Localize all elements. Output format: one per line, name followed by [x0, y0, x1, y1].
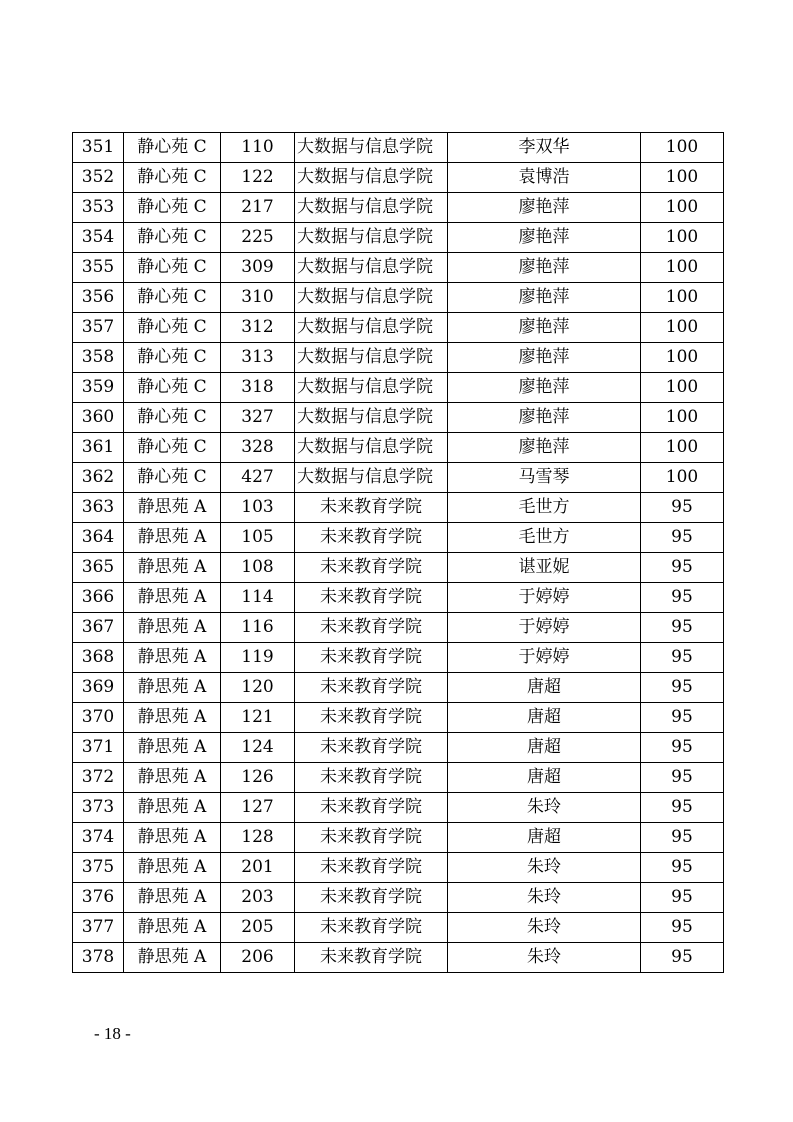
cell-serial-number: 362	[73, 463, 124, 493]
cell-counselor-name: 廖艳萍	[448, 223, 641, 253]
cell-counselor-name: 唐超	[448, 763, 641, 793]
cell-department: 大数据与信息学院	[295, 463, 448, 493]
cell-department: 大数据与信息学院	[295, 163, 448, 193]
cell-serial-number: 365	[73, 553, 124, 583]
cell-score: 95	[641, 853, 724, 883]
cell-building: 静心苑 C	[124, 283, 221, 313]
cell-counselor-name: 廖艳萍	[448, 343, 641, 373]
table-row	[73, 733, 724, 763]
cell-building: 静思苑 A	[124, 613, 221, 643]
cell-department: 未来教育学院	[295, 853, 448, 883]
cell-department: 未来教育学院	[295, 583, 448, 613]
cell-serial-number: 359	[73, 373, 124, 403]
cell-score: 100	[641, 313, 724, 343]
cell-serial-number: 374	[73, 823, 124, 853]
cell-score: 95	[641, 553, 724, 583]
cell-counselor-name: 于婷婷	[448, 583, 641, 613]
cell-room-number: 128	[221, 823, 295, 853]
cell-room-number: 327	[221, 403, 295, 433]
table-row	[73, 823, 724, 853]
cell-building: 静思苑 A	[124, 583, 221, 613]
cell-room-number: 318	[221, 373, 295, 403]
cell-building: 静思苑 A	[124, 493, 221, 523]
table-row	[73, 343, 724, 373]
table-row	[73, 253, 724, 283]
cell-counselor-name: 朱玲	[448, 793, 641, 823]
cell-building: 静思苑 A	[124, 643, 221, 673]
cell-serial-number: 360	[73, 403, 124, 433]
cell-serial-number: 370	[73, 703, 124, 733]
cell-room-number: 427	[221, 463, 295, 493]
cell-counselor-name: 朱玲	[448, 913, 641, 943]
table-row	[73, 793, 724, 823]
cell-counselor-name: 唐超	[448, 673, 641, 703]
cell-department: 未来教育学院	[295, 883, 448, 913]
cell-department: 未来教育学院	[295, 733, 448, 763]
cell-score: 100	[641, 403, 724, 433]
table-row	[73, 763, 724, 793]
cell-department: 未来教育学院	[295, 913, 448, 943]
cell-score: 95	[641, 643, 724, 673]
cell-serial-number: 354	[73, 223, 124, 253]
cell-department: 大数据与信息学院	[295, 223, 448, 253]
table-row	[73, 463, 724, 493]
cell-score: 95	[641, 673, 724, 703]
cell-department: 大数据与信息学院	[295, 433, 448, 463]
cell-building: 静心苑 C	[124, 313, 221, 343]
cell-department: 未来教育学院	[295, 673, 448, 703]
cell-score: 100	[641, 433, 724, 463]
cell-serial-number: 363	[73, 493, 124, 523]
cell-score: 95	[641, 583, 724, 613]
cell-serial-number: 355	[73, 253, 124, 283]
cell-score: 100	[641, 193, 724, 223]
cell-score: 95	[641, 883, 724, 913]
cell-building: 静思苑 A	[124, 553, 221, 583]
cell-department: 未来教育学院	[295, 493, 448, 523]
cell-room-number: 328	[221, 433, 295, 463]
cell-counselor-name: 朱玲	[448, 943, 641, 973]
cell-department: 大数据与信息学院	[295, 313, 448, 343]
cell-building: 静思苑 A	[124, 763, 221, 793]
table-row	[73, 193, 724, 223]
cell-score: 100	[641, 463, 724, 493]
cell-score: 100	[641, 163, 724, 193]
cell-room-number: 225	[221, 223, 295, 253]
cell-room-number: 203	[221, 883, 295, 913]
cell-department: 大数据与信息学院	[295, 403, 448, 433]
cell-building: 静思苑 A	[124, 523, 221, 553]
cell-score: 95	[641, 733, 724, 763]
cell-room-number: 205	[221, 913, 295, 943]
cell-serial-number: 373	[73, 793, 124, 823]
cell-serial-number: 364	[73, 523, 124, 553]
table-row	[73, 373, 724, 403]
table-row	[73, 283, 724, 313]
cell-building: 静心苑 C	[124, 223, 221, 253]
cell-building: 静思苑 A	[124, 943, 221, 973]
cell-building: 静心苑 C	[124, 343, 221, 373]
cell-department: 未来教育学院	[295, 703, 448, 733]
cell-department: 大数据与信息学院	[295, 253, 448, 283]
cell-serial-number: 372	[73, 763, 124, 793]
table-row	[73, 403, 724, 433]
cell-counselor-name: 廖艳萍	[448, 313, 641, 343]
cell-room-number: 116	[221, 613, 295, 643]
cell-building: 静思苑 A	[124, 793, 221, 823]
cell-counselor-name: 朱玲	[448, 853, 641, 883]
cell-room-number: 310	[221, 283, 295, 313]
cell-department: 大数据与信息学院	[295, 373, 448, 403]
cell-serial-number: 358	[73, 343, 124, 373]
cell-serial-number: 356	[73, 283, 124, 313]
cell-room-number: 206	[221, 943, 295, 973]
cell-counselor-name: 唐超	[448, 703, 641, 733]
table-row	[73, 553, 724, 583]
cell-room-number: 110	[221, 133, 295, 163]
cell-serial-number: 369	[73, 673, 124, 703]
cell-counselor-name: 廖艳萍	[448, 253, 641, 283]
cell-counselor-name: 廖艳萍	[448, 283, 641, 313]
cell-room-number: 124	[221, 733, 295, 763]
cell-serial-number: 375	[73, 853, 124, 883]
cell-building: 静心苑 C	[124, 403, 221, 433]
cell-room-number: 120	[221, 673, 295, 703]
cell-department: 未来教育学院	[295, 643, 448, 673]
table-row	[73, 883, 724, 913]
cell-serial-number: 357	[73, 313, 124, 343]
cell-room-number: 312	[221, 313, 295, 343]
dormitory-score-table	[72, 132, 724, 973]
cell-serial-number: 366	[73, 583, 124, 613]
cell-building: 静思苑 A	[124, 673, 221, 703]
cell-score: 95	[641, 913, 724, 943]
cell-serial-number: 353	[73, 193, 124, 223]
cell-score: 95	[641, 763, 724, 793]
table-row	[73, 613, 724, 643]
cell-building: 静思苑 A	[124, 883, 221, 913]
cell-building: 静心苑 C	[124, 253, 221, 283]
cell-serial-number: 377	[73, 913, 124, 943]
table-row	[73, 583, 724, 613]
cell-score: 100	[641, 343, 724, 373]
cell-department: 大数据与信息学院	[295, 133, 448, 163]
cell-room-number: 122	[221, 163, 295, 193]
table-row	[73, 433, 724, 463]
table-row	[73, 223, 724, 253]
cell-room-number: 103	[221, 493, 295, 523]
cell-score: 95	[641, 613, 724, 643]
cell-serial-number: 361	[73, 433, 124, 463]
table-row	[73, 163, 724, 193]
table-row	[73, 313, 724, 343]
table-body	[73, 133, 724, 973]
cell-serial-number: 368	[73, 643, 124, 673]
cell-counselor-name: 廖艳萍	[448, 433, 641, 463]
cell-score: 95	[641, 493, 724, 523]
cell-department: 未来教育学院	[295, 943, 448, 973]
table-row	[73, 853, 724, 883]
cell-counselor-name: 马雪琴	[448, 463, 641, 493]
cell-serial-number: 367	[73, 613, 124, 643]
cell-serial-number: 351	[73, 133, 124, 163]
cell-counselor-name: 毛世方	[448, 523, 641, 553]
cell-score: 100	[641, 133, 724, 163]
cell-building: 静心苑 C	[124, 433, 221, 463]
table-row	[73, 493, 724, 523]
cell-score: 95	[641, 823, 724, 853]
cell-building: 静心苑 C	[124, 193, 221, 223]
cell-serial-number: 378	[73, 943, 124, 973]
cell-score: 100	[641, 373, 724, 403]
table-row	[73, 673, 724, 703]
cell-counselor-name: 唐超	[448, 823, 641, 853]
cell-room-number: 313	[221, 343, 295, 373]
cell-department: 未来教育学院	[295, 793, 448, 823]
cell-counselor-name: 于婷婷	[448, 613, 641, 643]
cell-department: 未来教育学院	[295, 763, 448, 793]
cell-score: 95	[641, 943, 724, 973]
cell-room-number: 119	[221, 643, 295, 673]
cell-building: 静思苑 A	[124, 733, 221, 763]
page-number: - 18 -	[94, 1024, 131, 1043]
cell-building: 静思苑 A	[124, 703, 221, 733]
cell-counselor-name: 廖艳萍	[448, 373, 641, 403]
cell-counselor-name: 于婷婷	[448, 643, 641, 673]
cell-room-number: 114	[221, 583, 295, 613]
cell-department: 未来教育学院	[295, 523, 448, 553]
cell-serial-number: 376	[73, 883, 124, 913]
cell-serial-number: 371	[73, 733, 124, 763]
table-row	[73, 943, 724, 973]
cell-score: 95	[641, 523, 724, 553]
cell-serial-number: 352	[73, 163, 124, 193]
cell-room-number: 217	[221, 193, 295, 223]
cell-counselor-name: 毛世方	[448, 493, 641, 523]
cell-building: 静心苑 C	[124, 463, 221, 493]
table-row	[73, 703, 724, 733]
cell-department: 大数据与信息学院	[295, 343, 448, 373]
table-row	[73, 643, 724, 673]
cell-room-number: 121	[221, 703, 295, 733]
cell-room-number: 105	[221, 523, 295, 553]
cell-score: 95	[641, 703, 724, 733]
cell-building: 静心苑 C	[124, 163, 221, 193]
cell-room-number: 201	[221, 853, 295, 883]
cell-score: 100	[641, 283, 724, 313]
cell-department: 未来教育学院	[295, 613, 448, 643]
table-row	[73, 523, 724, 553]
cell-room-number: 126	[221, 763, 295, 793]
cell-department: 未来教育学院	[295, 553, 448, 583]
cell-counselor-name: 李双华	[448, 133, 641, 163]
table-row	[73, 913, 724, 943]
cell-room-number: 309	[221, 253, 295, 283]
cell-department: 大数据与信息学院	[295, 193, 448, 223]
cell-building: 静思苑 A	[124, 823, 221, 853]
cell-counselor-name: 朱玲	[448, 883, 641, 913]
cell-room-number: 127	[221, 793, 295, 823]
cell-department: 未来教育学院	[295, 823, 448, 853]
cell-score: 95	[641, 793, 724, 823]
cell-building: 静思苑 A	[124, 853, 221, 883]
cell-counselor-name: 谌亚妮	[448, 553, 641, 583]
cell-department: 大数据与信息学院	[295, 283, 448, 313]
cell-counselor-name: 廖艳萍	[448, 403, 641, 433]
cell-building: 静心苑 C	[124, 133, 221, 163]
cell-counselor-name: 袁博浩	[448, 163, 641, 193]
cell-score: 100	[641, 253, 724, 283]
cell-room-number: 108	[221, 553, 295, 583]
cell-counselor-name: 唐超	[448, 733, 641, 763]
table-row	[73, 133, 724, 163]
cell-score: 100	[641, 223, 724, 253]
cell-building: 静思苑 A	[124, 913, 221, 943]
cell-building: 静心苑 C	[124, 373, 221, 403]
cell-counselor-name: 廖艳萍	[448, 193, 641, 223]
